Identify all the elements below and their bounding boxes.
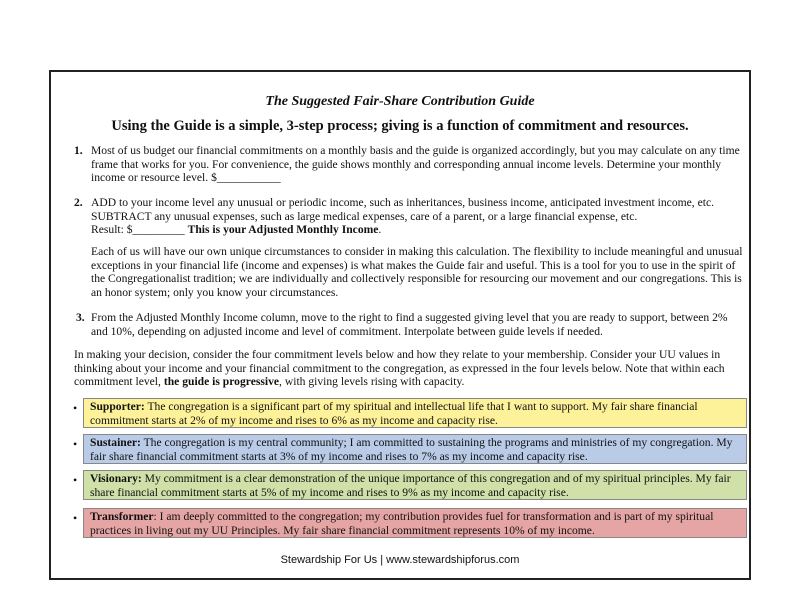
level-supporter bbox=[83, 398, 747, 428]
level-description: The congregation is a significant part of my spiritual and intellectual life that I want to support. My fair share financial commitment starts at 2% of my income and rises to 6% as my income and capacity rise. bbox=[90, 400, 698, 427]
level-name: Sustainer: bbox=[90, 436, 141, 449]
level-description: : I am deeply committed to the congregation; my contribution provides fuel for transformation and is part of my spiritual practices in living out my UU Principles. My fair share financial commitment represents 10% of my income. bbox=[90, 510, 714, 537]
decision-text-before: In making your decision, consider the four commitment levels below and how they relate to your membership. Consider your UU values in thinking about your income and your financial commitment to the congregation, as expressed in the four levels below. Note that within each commitment level, bbox=[74, 348, 725, 389]
step-2-result-prefix: Result: $_________ bbox=[91, 223, 188, 237]
document-frame bbox=[49, 70, 751, 580]
document-title: The Suggested Fair-Share Contribution Guide bbox=[265, 94, 535, 109]
level-name: Visionary: bbox=[90, 472, 142, 485]
step-2-note: Each of us will have our own unique circumstances to consider in making this calculation. The flexibility to include meaningful and unusual exceptions in your financial life (income and expenses) is what makes the Guide fair and useful. This is a tool for you to use in the spirit of the Congregationalist tradition; we are individually and collectively responsible for resourcing our movement and our congregations. This is an honor system; only you know your circumstances. bbox=[91, 245, 743, 299]
bullet-transformer: • bbox=[73, 511, 78, 525]
level-name: Transformer bbox=[90, 510, 154, 523]
bullet-supporter: • bbox=[73, 401, 78, 415]
level-name: Supporter: bbox=[90, 400, 145, 413]
bullet-sustainer: • bbox=[73, 437, 78, 451]
step-1-number: 1. bbox=[74, 144, 83, 157]
decision-paragraph bbox=[74, 348, 747, 389]
footer: Stewardship For Us | www.stewardshipforus.com bbox=[280, 554, 520, 566]
level-visionary bbox=[83, 470, 747, 500]
step-2-result-suffix: . bbox=[378, 223, 382, 237]
level-sustainer bbox=[83, 434, 747, 464]
step-2-block bbox=[91, 196, 747, 237]
decision-text-bold: the guide is progressive bbox=[163, 375, 280, 389]
level-transformer bbox=[83, 508, 747, 538]
decision-text-after: , with giving levels rising with capacity. bbox=[279, 375, 465, 389]
step-1-text: Most of us budget our financial commitments on a monthly basis and the guide is organized accordingly, but you may calculate on any time frame that works for you. For convenience, the guide shows monthly and corresponding annual income levels. Determine your monthly income or resource level. $___________ bbox=[91, 144, 740, 185]
document-subtitle: Using the Guide is a simple, 3-step process; giving is a function of commitment and resources. bbox=[111, 118, 689, 134]
step-2-text: ADD to your income level any unusual or periodic income, such as inheritances, business income, anticipated investment income, etc. SUBTRACT any unusual expenses, such as large medical expenses, care of a parent, or a large financial expense, etc. bbox=[91, 196, 714, 223]
step-2-result-bold: This is your Adjusted Monthly Income bbox=[187, 223, 379, 237]
step-3-number: 3. bbox=[76, 311, 85, 324]
level-description: The congregation is my central community; I am committed to sustaining the programs and ministries of my congregation. My fair share financial commitment starts at 3% of my income and rises to 7% as my income and capacity rise. bbox=[90, 436, 733, 463]
bullet-visionary: • bbox=[73, 473, 78, 487]
level-description: My commitment is a clear demonstration of the unique importance of this congregation and of my spiritual principles. My fair share financial commitment starts at 5% of my income and rises to 9% as my income and capacity rise. bbox=[90, 472, 731, 499]
step-3-text: From the Adjusted Monthly Income column, move to the right to find a suggested giving level that you are ready to support, between 2% and 10%, depending on adjusted income and level of commitment. Interpolate between guide levels if needed. bbox=[91, 311, 728, 338]
step-2-number: 2. bbox=[74, 196, 83, 209]
